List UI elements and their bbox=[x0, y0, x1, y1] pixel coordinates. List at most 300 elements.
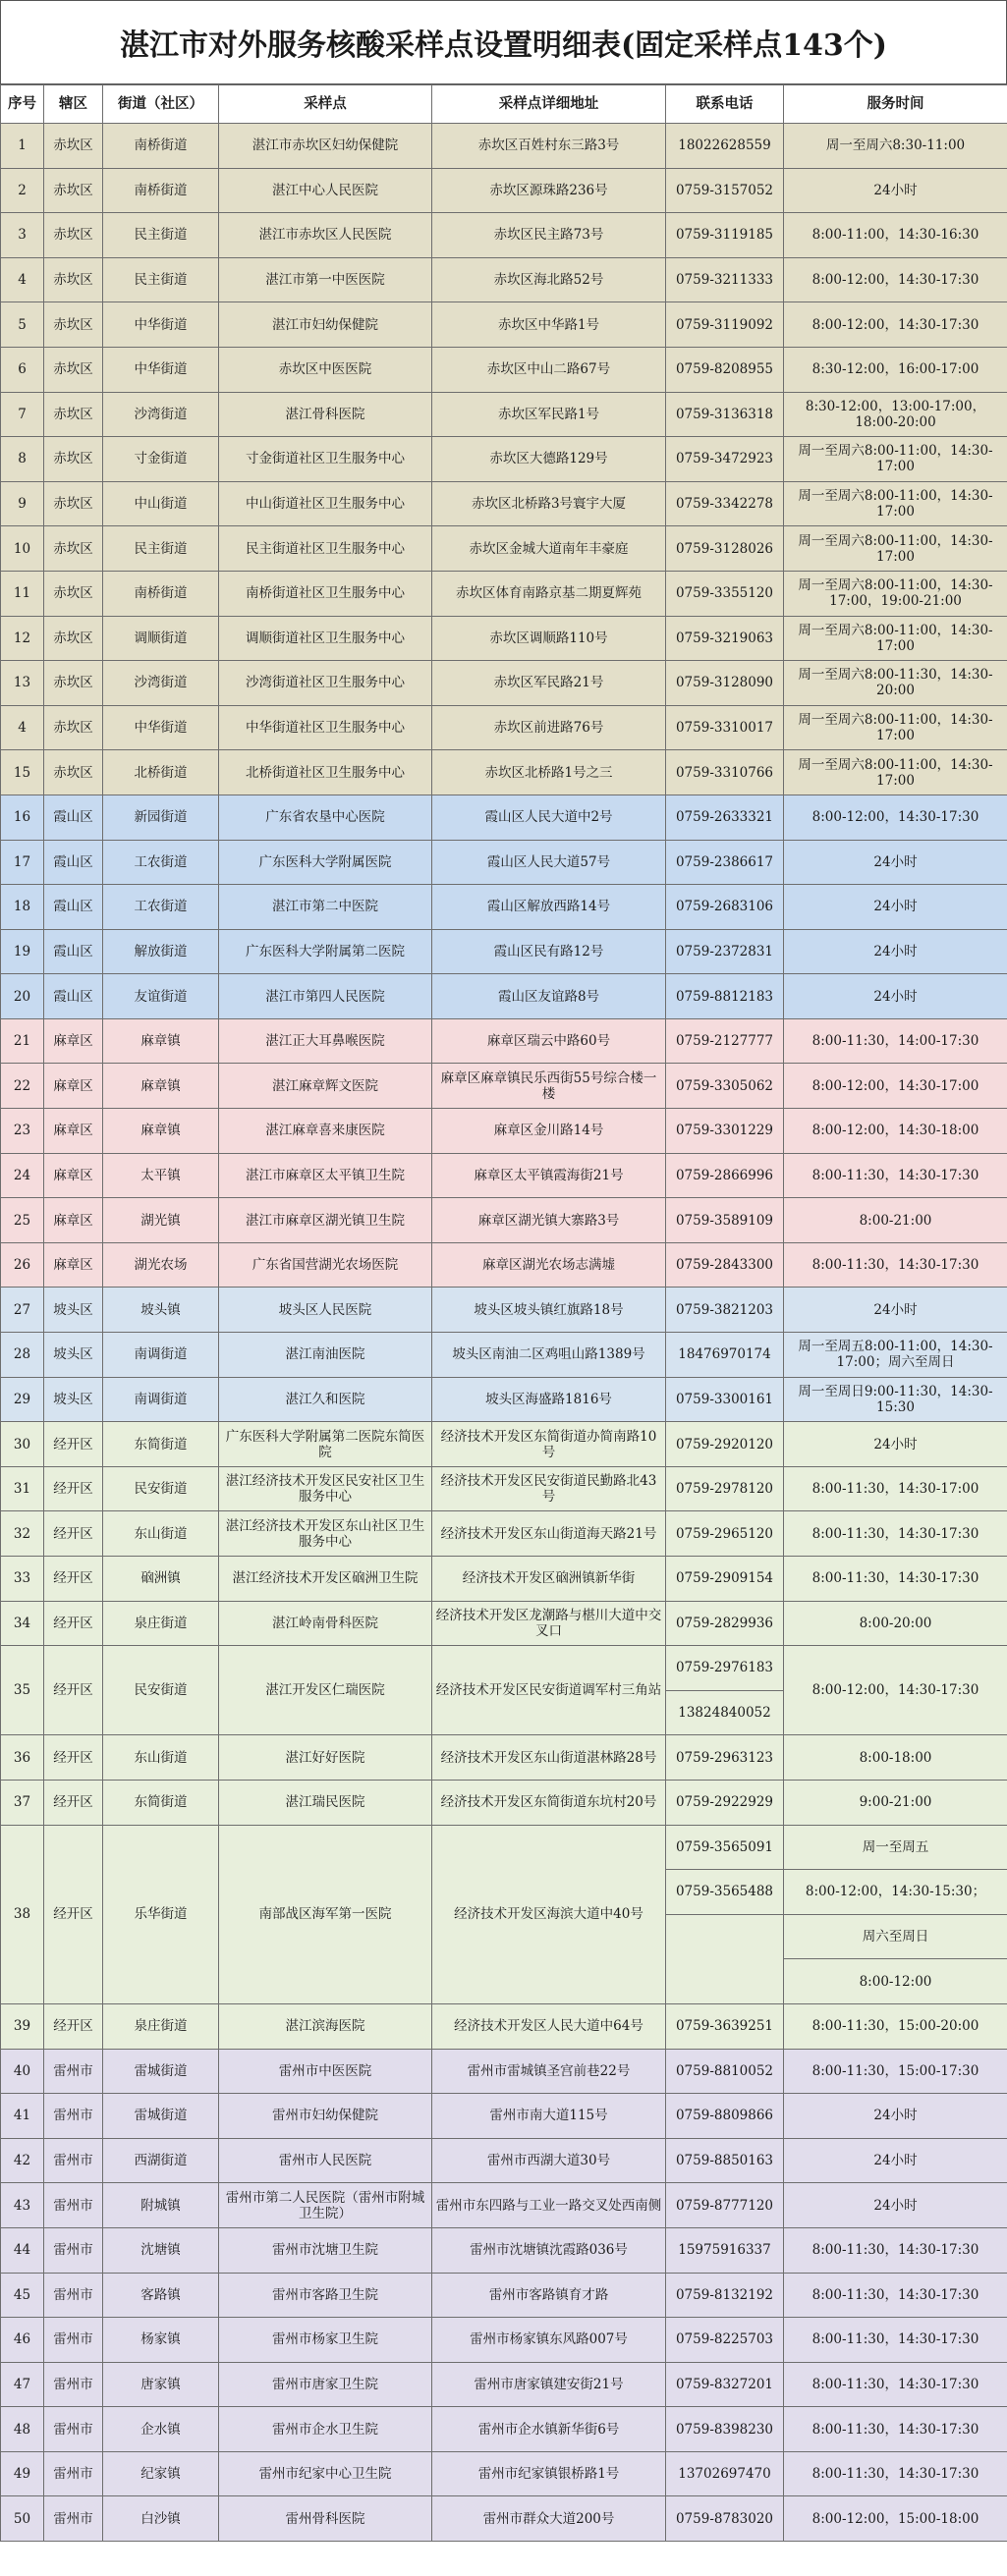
site-cell: 南桥街道社区卫生服务中心 bbox=[219, 571, 432, 616]
time-cell: 8:30-12:00，16:00-17:00 bbox=[784, 347, 1007, 392]
row-number: 29 bbox=[1, 1377, 44, 1422]
time-cell: 周一至周六8:00-11:00，14:30-17:00 bbox=[784, 437, 1007, 482]
table-row bbox=[1, 1735, 1007, 1781]
time-cell: 24小时 bbox=[784, 840, 1007, 885]
street-cell: 东简街道 bbox=[103, 1780, 219, 1825]
site-cell: 湛江市麻章区太平镇卫生院 bbox=[219, 1153, 432, 1198]
phone-cell: 0759-2922929 bbox=[666, 1780, 784, 1825]
site-cell: 雷州市杨家卫生院 bbox=[219, 2318, 432, 2363]
address-cell: 赤坎区大德路129号 bbox=[432, 437, 666, 482]
street-cell: 南调街道 bbox=[103, 1377, 219, 1422]
address-cell: 赤坎区前进路76号 bbox=[432, 705, 666, 750]
row-number: 32 bbox=[1, 1511, 44, 1557]
row-number: 40 bbox=[1, 2049, 44, 2094]
phone-cell: 0759-3310766 bbox=[666, 750, 784, 795]
phone-cell: 0759-3355120 bbox=[666, 571, 784, 616]
district-cell: 霞山区 bbox=[44, 929, 103, 974]
table-row bbox=[1, 257, 1007, 302]
street-cell: 中华街道 bbox=[103, 705, 219, 750]
table-row bbox=[1, 1018, 1007, 1064]
site-cell: 湛江中心人民医院 bbox=[219, 168, 432, 213]
street-cell: 企水镇 bbox=[103, 2407, 219, 2452]
district-cell: 雷州市 bbox=[44, 2318, 103, 2363]
site-cell: 湛江市妇幼保健院 bbox=[219, 302, 432, 348]
phone-cell: 0759-8809866 bbox=[666, 2094, 784, 2139]
site-cell: 赤坎区中医医院 bbox=[219, 347, 432, 392]
table-row bbox=[1, 1109, 1007, 1154]
district-cell: 赤坎区 bbox=[44, 616, 103, 661]
table-row bbox=[1, 2138, 1007, 2183]
phone-cell: 0759-3472923 bbox=[666, 437, 784, 482]
address-cell: 霞山区解放西路14号 bbox=[432, 885, 666, 930]
row-number: 27 bbox=[1, 1288, 44, 1333]
site-cell: 雷州市纪家中心卫生院 bbox=[219, 2451, 432, 2496]
table-row bbox=[1, 1198, 1007, 1243]
time-cell: 周一至周日9:00-11:30，14:30-15:30 bbox=[784, 1377, 1007, 1422]
district-cell: 雷州市 bbox=[44, 2407, 103, 2452]
district-cell: 经开区 bbox=[44, 2003, 103, 2049]
address-cell: 赤坎区军民路21号 bbox=[432, 661, 666, 706]
address-cell: 赤坎区体育南路京基二期夏辉苑 bbox=[432, 571, 666, 616]
row-number: 5 bbox=[1, 302, 44, 348]
street-cell: 民安街道 bbox=[103, 1646, 219, 1735]
street-cell: 东简街道 bbox=[103, 1422, 219, 1467]
district-cell: 赤坎区 bbox=[44, 213, 103, 258]
site-cell: 湛江市第一中医医院 bbox=[219, 257, 432, 302]
district-cell: 麻章区 bbox=[44, 1242, 103, 1288]
table-row bbox=[1, 1064, 1007, 1109]
district-cell: 霞山区 bbox=[44, 795, 103, 840]
site-cell: 雷州市唐家卫生院 bbox=[219, 2362, 432, 2407]
phone-cell: 0759-8812183 bbox=[666, 974, 784, 1019]
row-number: 36 bbox=[1, 1735, 44, 1781]
table-row bbox=[1, 885, 1007, 930]
street-cell: 杨家镇 bbox=[103, 2318, 219, 2363]
address-cell: 雷州市客路镇育才路 bbox=[432, 2273, 666, 2318]
time-cell: 24小时 bbox=[784, 2138, 1007, 2183]
table-row bbox=[1, 2094, 1007, 2139]
time-cell: 24小时 bbox=[784, 2183, 1007, 2228]
time-cell: 8:00-11:30，14:00-17:30 bbox=[784, 1018, 1007, 1064]
address-cell: 赤坎区军民路1号 bbox=[432, 392, 666, 437]
address-cell: 赤坎区金城大道南年丰豪庭 bbox=[432, 526, 666, 572]
address-cell: 经济技术开发区东山街道海天路21号 bbox=[432, 1511, 666, 1557]
col-header-phone: 联系电话 bbox=[666, 85, 784, 124]
street-cell: 泉庄街道 bbox=[103, 2003, 219, 2049]
time-cell: 24小时 bbox=[784, 168, 1007, 213]
district-cell: 经开区 bbox=[44, 1422, 103, 1467]
district-cell: 赤坎区 bbox=[44, 571, 103, 616]
time-cell: 8:00-12:00，14:30-17:30 bbox=[784, 1646, 1007, 1735]
row-number: 48 bbox=[1, 2407, 44, 2452]
time-cell: 周一至周五8:00-11:00，14:30-17:00；周六至周日 bbox=[784, 1333, 1007, 1378]
table-row bbox=[1, 1780, 1007, 1825]
street-cell: 东山街道 bbox=[103, 1511, 219, 1557]
row-number: 4 bbox=[1, 705, 44, 750]
phone-cell: 0759-3301229 bbox=[666, 1109, 784, 1154]
time-cell: 周一至周六8:30-11:00 bbox=[784, 124, 1007, 169]
row-number: 41 bbox=[1, 2094, 44, 2139]
phone-cell: 0759-2683106 bbox=[666, 885, 784, 930]
col-header-street: 街道（社区） bbox=[103, 85, 219, 124]
table-row bbox=[1, 1601, 1007, 1646]
row-number: 18 bbox=[1, 885, 44, 930]
address-cell: 经济技术开发区民安街道民勤路北43号 bbox=[432, 1466, 666, 1511]
district-cell: 赤坎区 bbox=[44, 437, 103, 482]
site-cell: 湛江开发区仁瑞医院 bbox=[219, 1646, 432, 1735]
site-cell: 湛江市麻章区湖光镇卫生院 bbox=[219, 1198, 432, 1243]
time-cell: 周一至周六8:00-11:00，14:30-17:00 bbox=[784, 705, 1007, 750]
phone-cell: 0759-2633321 bbox=[666, 795, 784, 840]
row-number: 24 bbox=[1, 1153, 44, 1198]
district-cell: 霞山区 bbox=[44, 974, 103, 1019]
district-cell: 麻章区 bbox=[44, 1153, 103, 1198]
row-number: 31 bbox=[1, 1466, 44, 1511]
street-cell: 友谊街道 bbox=[103, 974, 219, 1019]
address-cell: 雷州市唐家镇建安街21号 bbox=[432, 2362, 666, 2407]
row-number: 22 bbox=[1, 1064, 44, 1109]
table-row bbox=[1, 1288, 1007, 1333]
row-number: 44 bbox=[1, 2227, 44, 2273]
time-cell: 8:00-11:30，14:30-17:30 bbox=[784, 1153, 1007, 1198]
address-cell: 赤坎区调顺路110号 bbox=[432, 616, 666, 661]
phone-cell: 0759-3305062 bbox=[666, 1064, 784, 1109]
table-row bbox=[1, 1377, 1007, 1422]
address-cell: 经济技术开发区龙潮路与椹川大道中交叉口 bbox=[432, 1601, 666, 1646]
time-cell: 24小时 bbox=[784, 885, 1007, 930]
street-cell: 麻章镇 bbox=[103, 1018, 219, 1064]
street-cell: 民安街道 bbox=[103, 1466, 219, 1511]
time-cell: 8:00-11:00，14:30-16:30 bbox=[784, 213, 1007, 258]
site-cell: 北桥街道社区卫生服务中心 bbox=[219, 750, 432, 795]
table-row bbox=[1, 2003, 1007, 2049]
table-row bbox=[1, 526, 1007, 572]
site-cell: 湛江市第二中医院 bbox=[219, 885, 432, 930]
address-cell: 赤坎区中山二路67号 bbox=[432, 347, 666, 392]
street-cell: 工农街道 bbox=[103, 885, 219, 930]
district-cell: 经开区 bbox=[44, 1511, 103, 1557]
table-row bbox=[1, 2496, 1007, 2542]
site-cell: 雷州市企水卫生院 bbox=[219, 2407, 432, 2452]
district-cell: 经开区 bbox=[44, 1825, 103, 2003]
row-number: 13 bbox=[1, 661, 44, 706]
site-cell: 湛江滨海医院 bbox=[219, 2003, 432, 2049]
site-cell: 雷州市人民医院 bbox=[219, 2138, 432, 2183]
time-cell: 8:00-12:00 bbox=[784, 1959, 1007, 2004]
address-cell: 麻章区瑞云中路60号 bbox=[432, 1018, 666, 1064]
site-cell: 湛江久和医院 bbox=[219, 1377, 432, 1422]
table-row bbox=[1, 168, 1007, 213]
phone-cell: 0759-3219063 bbox=[666, 616, 784, 661]
site-cell: 湛江南油医院 bbox=[219, 1333, 432, 1378]
address-cell: 雷州市企水镇新华街6号 bbox=[432, 2407, 666, 2452]
district-cell: 雷州市 bbox=[44, 2094, 103, 2139]
time-cell: 8:00-11:30，15:00-20:00 bbox=[784, 2003, 1007, 2049]
district-cell: 雷州市 bbox=[44, 2496, 103, 2542]
district-cell: 坡头区 bbox=[44, 1377, 103, 1422]
table-row bbox=[1, 2318, 1007, 2363]
street-cell: 纪家镇 bbox=[103, 2451, 219, 2496]
phone-cell-empty bbox=[666, 1914, 784, 2003]
phone-cell: 0759-3211333 bbox=[666, 257, 784, 302]
phone-cell: 0759-8398230 bbox=[666, 2407, 784, 2452]
district-cell: 赤坎区 bbox=[44, 124, 103, 169]
row-number: 37 bbox=[1, 1780, 44, 1825]
address-cell: 麻章区麻章镇民乐西街55号综合楼一楼 bbox=[432, 1064, 666, 1109]
phone-cell: 18022628559 bbox=[666, 124, 784, 169]
district-cell: 坡头区 bbox=[44, 1288, 103, 1333]
district-cell: 雷州市 bbox=[44, 2049, 103, 2094]
district-cell: 霞山区 bbox=[44, 885, 103, 930]
district-cell: 经开区 bbox=[44, 1735, 103, 1781]
time-cell: 周一至周六8:00-11:00，14:30-17:00 bbox=[784, 616, 1007, 661]
col-header-address: 采样点详细地址 bbox=[432, 85, 666, 124]
time-cell: 8:00-18:00 bbox=[784, 1735, 1007, 1781]
address-cell: 坡头区南油二区鸡咀山路1389号 bbox=[432, 1333, 666, 1378]
street-cell: 南调街道 bbox=[103, 1333, 219, 1378]
district-cell: 雷州市 bbox=[44, 2451, 103, 2496]
table-row bbox=[1, 1825, 1007, 1870]
site-cell: 雷州市妇幼保健院 bbox=[219, 2094, 432, 2139]
address-cell: 雷州市沈塘镇沈霞路036号 bbox=[432, 2227, 666, 2273]
street-cell: 乐华街道 bbox=[103, 1825, 219, 2003]
time-cell: 8:00-11:30，14:30-17:30 bbox=[784, 2273, 1007, 2318]
street-cell: 沙湾街道 bbox=[103, 392, 219, 437]
site-cell: 湛江麻章喜来康医院 bbox=[219, 1109, 432, 1154]
address-cell: 经济技术开发区东简街道东坑村20号 bbox=[432, 1780, 666, 1825]
district-cell: 经开区 bbox=[44, 1601, 103, 1646]
district-cell: 赤坎区 bbox=[44, 168, 103, 213]
time-cell: 8:00-11:30，14:30-17:30 bbox=[784, 2407, 1007, 2452]
row-number: 23 bbox=[1, 1109, 44, 1154]
street-cell: 唐家镇 bbox=[103, 2362, 219, 2407]
table-row bbox=[1, 1557, 1007, 1602]
table-row bbox=[1, 481, 1007, 526]
street-cell: 雷城街道 bbox=[103, 2094, 219, 2139]
site-cell: 调顺街道社区卫生服务中心 bbox=[219, 616, 432, 661]
street-cell: 坡头镇 bbox=[103, 1288, 219, 1333]
street-cell: 麻章镇 bbox=[103, 1064, 219, 1109]
phone-cell: 0759-8132192 bbox=[666, 2273, 784, 2318]
street-cell: 沙湾街道 bbox=[103, 661, 219, 706]
address-cell: 坡头区坡头镇红旗路18号 bbox=[432, 1288, 666, 1333]
district-cell: 赤坎区 bbox=[44, 257, 103, 302]
row-number: 9 bbox=[1, 481, 44, 526]
address-cell: 霞山区人民大道57号 bbox=[432, 840, 666, 885]
phone-cell: 0759-2965120 bbox=[666, 1511, 784, 1557]
phone-cell: 0759-2976183 bbox=[666, 1646, 784, 1691]
address-cell: 雷州市杨家镇东风路007号 bbox=[432, 2318, 666, 2363]
col-header-time: 服务时间 bbox=[784, 85, 1007, 124]
table-row bbox=[1, 2183, 1007, 2228]
address-cell: 赤坎区北桥路3号寰宇大厦 bbox=[432, 481, 666, 526]
address-cell: 麻章区湖光农场志满墟 bbox=[432, 1242, 666, 1288]
address-cell: 经济技术开发区硇洲镇新华街 bbox=[432, 1557, 666, 1602]
district-cell: 赤坎区 bbox=[44, 750, 103, 795]
time-cell: 8:00-11:30，14:30-17:30 bbox=[784, 2451, 1007, 2496]
row-number: 42 bbox=[1, 2138, 44, 2183]
table-row bbox=[1, 661, 1007, 706]
row-number: 3 bbox=[1, 213, 44, 258]
site-cell: 雷州骨科医院 bbox=[219, 2496, 432, 2542]
site-cell: 湛江岭南骨科医院 bbox=[219, 1601, 432, 1646]
phone-cell: 0759-3821203 bbox=[666, 1288, 784, 1333]
phone-cell: 0759-2127777 bbox=[666, 1018, 784, 1064]
site-cell: 湛江正大耳鼻喉医院 bbox=[219, 1018, 432, 1064]
table-row bbox=[1, 571, 1007, 616]
street-cell: 南桥街道 bbox=[103, 571, 219, 616]
time-cell: 8:00-11:30，14:30-17:30 bbox=[784, 1242, 1007, 1288]
site-cell: 雷州市第二人民医院（雷州市附城卫生院） bbox=[219, 2183, 432, 2228]
site-cell: 湛江麻章辉文医院 bbox=[219, 1064, 432, 1109]
street-cell: 硇洲镇 bbox=[103, 1557, 219, 1602]
district-cell: 雷州市 bbox=[44, 2273, 103, 2318]
row-number: 8 bbox=[1, 437, 44, 482]
district-cell: 麻章区 bbox=[44, 1109, 103, 1154]
row-number: 12 bbox=[1, 616, 44, 661]
phone-cell: 0759-2372831 bbox=[666, 929, 784, 974]
address-cell: 赤坎区中华路1号 bbox=[432, 302, 666, 348]
time-cell: 24小时 bbox=[784, 929, 1007, 974]
col-header-no: 序号 bbox=[1, 85, 44, 124]
address-cell: 雷州市群众大道200号 bbox=[432, 2496, 666, 2542]
address-cell: 经济技术开发区人民大道中64号 bbox=[432, 2003, 666, 2049]
time-cell: 周一至周六8:00-11:00，14:30-17:00，19:00-21:00 bbox=[784, 571, 1007, 616]
row-number: 33 bbox=[1, 1557, 44, 1602]
street-cell: 雷城街道 bbox=[103, 2049, 219, 2094]
table-row bbox=[1, 705, 1007, 750]
phone-cell: 0759-3589109 bbox=[666, 1198, 784, 1243]
phone-cell: 0759-8208955 bbox=[666, 347, 784, 392]
address-cell: 雷州市南大道115号 bbox=[432, 2094, 666, 2139]
address-cell: 赤坎区海北路52号 bbox=[432, 257, 666, 302]
time-cell: 8:00-11:30，15:00-17:30 bbox=[784, 2049, 1007, 2094]
site-cell: 雷州市客路卫生院 bbox=[219, 2273, 432, 2318]
address-cell: 赤坎区百姓村东三路3号 bbox=[432, 124, 666, 169]
row-number: 17 bbox=[1, 840, 44, 885]
time-cell: 周一至周六8:00-11:30，14:30-20:00 bbox=[784, 661, 1007, 706]
phone-cell: 0759-2978120 bbox=[666, 1466, 784, 1511]
time-cell: 8:00-12:00，14:30-17:30 bbox=[784, 795, 1007, 840]
address-cell: 赤坎区源珠路236号 bbox=[432, 168, 666, 213]
phone-cell: 13702697470 bbox=[666, 2451, 784, 2496]
street-cell: 解放街道 bbox=[103, 929, 219, 974]
table-row bbox=[1, 347, 1007, 392]
site-cell: 广东省国营湖光农场医院 bbox=[219, 1242, 432, 1288]
table-row bbox=[1, 437, 1007, 482]
phone-cell: 0759-3119092 bbox=[666, 302, 784, 348]
table-row bbox=[1, 392, 1007, 437]
site-cell: 雷州市中医医院 bbox=[219, 2049, 432, 2094]
address-cell: 雷州市东四路与工业一路交叉处西南侧 bbox=[432, 2183, 666, 2228]
row-number: 50 bbox=[1, 2496, 44, 2542]
row-number: 15 bbox=[1, 750, 44, 795]
address-cell: 雷州市西湖大道30号 bbox=[432, 2138, 666, 2183]
time-cell: 8:00-12:00，14:30-17:30 bbox=[784, 302, 1007, 348]
street-cell: 白沙镇 bbox=[103, 2496, 219, 2542]
time-cell: 24小时 bbox=[784, 1422, 1007, 1467]
address-cell: 经济技术开发区海滨大道中40号 bbox=[432, 1825, 666, 2003]
time-cell: 周一至周六8:00-11:00，14:30-17:00 bbox=[784, 526, 1007, 572]
phone-cell: 0759-3157052 bbox=[666, 168, 784, 213]
time-cell: 8:00-11:30，14:30-17:30 bbox=[784, 2362, 1007, 2407]
time-cell: 8:00-11:30，14:30-17:00 bbox=[784, 1466, 1007, 1511]
street-cell: 中华街道 bbox=[103, 302, 219, 348]
row-number: 30 bbox=[1, 1422, 44, 1467]
phone-cell: 15975916337 bbox=[666, 2227, 784, 2273]
street-cell: 民主街道 bbox=[103, 526, 219, 572]
district-cell: 麻章区 bbox=[44, 1018, 103, 1064]
row-number: 21 bbox=[1, 1018, 44, 1064]
street-cell: 调顺街道 bbox=[103, 616, 219, 661]
row-number: 25 bbox=[1, 1198, 44, 1243]
site-cell: 湛江瑞民医院 bbox=[219, 1780, 432, 1825]
phone-cell: 0759-3300161 bbox=[666, 1377, 784, 1422]
site-cell: 湛江经济技术开发区民安社区卫生服务中心 bbox=[219, 1466, 432, 1511]
table-row bbox=[1, 213, 1007, 258]
table-row bbox=[1, 124, 1007, 169]
street-cell: 寸金街道 bbox=[103, 437, 219, 482]
site-cell: 湛江市赤坎区妇幼保健院 bbox=[219, 124, 432, 169]
address-cell: 经济技术开发区东山街道湛林路28号 bbox=[432, 1735, 666, 1781]
site-cell: 湛江经济技术开发区东山社区卫生服务中心 bbox=[219, 1511, 432, 1557]
street-cell: 民主街道 bbox=[103, 213, 219, 258]
street-cell: 南桥街道 bbox=[103, 124, 219, 169]
table-row bbox=[1, 302, 1007, 348]
site-cell: 民主街道社区卫生服务中心 bbox=[219, 526, 432, 572]
district-cell: 雷州市 bbox=[44, 2362, 103, 2407]
phone-cell: 0759-2963123 bbox=[666, 1735, 784, 1781]
street-cell: 民主街道 bbox=[103, 257, 219, 302]
table-row bbox=[1, 929, 1007, 974]
site-cell: 湛江好好医院 bbox=[219, 1735, 432, 1781]
site-cell: 湛江市第四人民医院 bbox=[219, 974, 432, 1019]
district-cell: 麻章区 bbox=[44, 1198, 103, 1243]
time-cell: 9:00-21:00 bbox=[784, 1780, 1007, 1825]
district-cell: 赤坎区 bbox=[44, 661, 103, 706]
row-number: 35 bbox=[1, 1646, 44, 1735]
site-cell: 坡头区人民医院 bbox=[219, 1288, 432, 1333]
table-row bbox=[1, 1422, 1007, 1467]
address-cell: 麻章区湖光镇大寨路3号 bbox=[432, 1198, 666, 1243]
row-number: 45 bbox=[1, 2273, 44, 2318]
time-cell: 8:00-11:30，14:30-17:30 bbox=[784, 2227, 1007, 2273]
phone-cell: 0759-3310017 bbox=[666, 705, 784, 750]
district-cell: 霞山区 bbox=[44, 840, 103, 885]
time-cell: 8:30-12:00，13:00-17:00，18:00-20:00 bbox=[784, 392, 1007, 437]
site-cell: 南部战区海军第一医院 bbox=[219, 1825, 432, 2003]
row-number: 49 bbox=[1, 2451, 44, 2496]
district-cell: 赤坎区 bbox=[44, 481, 103, 526]
site-cell: 广东医科大学附属第二医院东简医院 bbox=[219, 1422, 432, 1467]
table-row bbox=[1, 2362, 1007, 2407]
district-cell: 经开区 bbox=[44, 1780, 103, 1825]
time-cell: 8:00-11:30，14:30-17:30 bbox=[784, 2318, 1007, 2363]
address-cell: 雷州市雷城镇圣宫前巷22号 bbox=[432, 2049, 666, 2094]
row-number: 7 bbox=[1, 392, 44, 437]
site-cell: 沙湾街道社区卫生服务中心 bbox=[219, 661, 432, 706]
table-row bbox=[1, 974, 1007, 1019]
table-row bbox=[1, 1333, 1007, 1378]
table-header-row bbox=[1, 85, 1007, 124]
time-cell: 24小时 bbox=[784, 1288, 1007, 1333]
row-number: 26 bbox=[1, 1242, 44, 1288]
street-cell: 工农街道 bbox=[103, 840, 219, 885]
table-row bbox=[1, 795, 1007, 840]
district-cell: 经开区 bbox=[44, 1646, 103, 1735]
time-cell: 周一至周六8:00-11:00，14:30-17:00 bbox=[784, 750, 1007, 795]
row-number: 2 bbox=[1, 168, 44, 213]
